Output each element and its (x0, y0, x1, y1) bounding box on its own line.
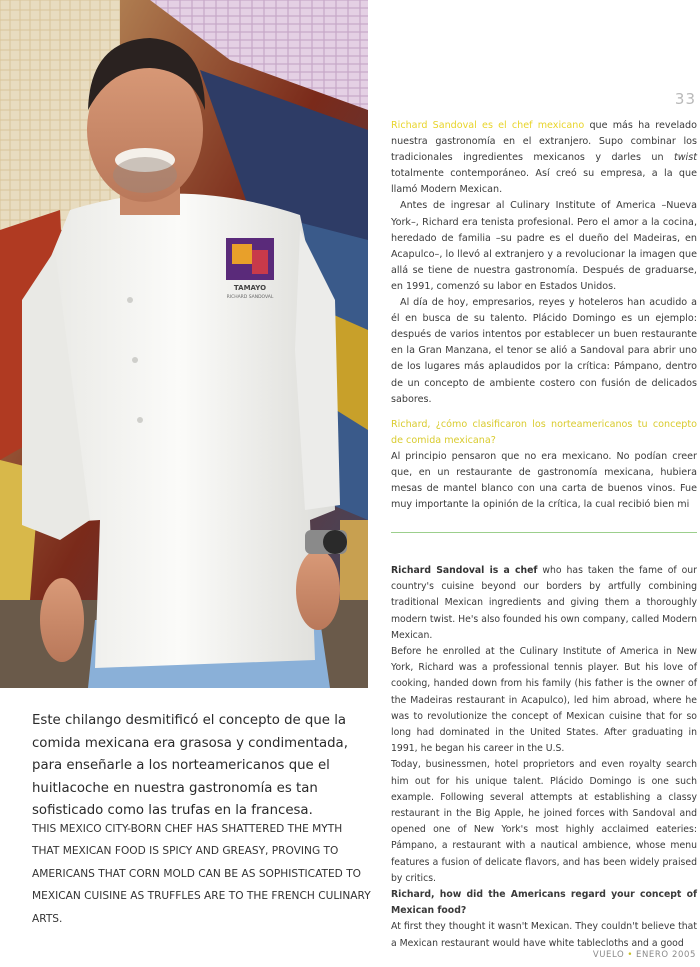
english-lead-bold: Richard Sandoval is a chef (391, 565, 538, 576)
jacket-logo-name: RICHARD SANDOVAL (226, 295, 274, 300)
footer (593, 950, 696, 960)
english-paragraph: Today, businessmen, hotel proprietors and even royalty search him out for his unique talent. Plácido Domingo is one such example. Following several attempts at establishing a classy restaurant in the Big Apple, he joined forces with Sandoval and opened one of New York's most highly acclaimed eateries: Pámpano, a restaurant with a nautical ambience, whose menu features a fusion of delicate flavors, and has been widely praised by critics. (391, 759, 697, 884)
english-answer: At first they thought it wasn't Mexican. They couldn't believe that a Mexican restaurant would have white tablecloths and a good (391, 921, 697, 949)
caption-english: THIS MEXICO CITY-BORN CHEF HAS SHATTERED THE MYTH THAT MEXICAN FOOD IS SPICY AND GREASY, PROVING TO AMERICANS THAT CORN MOLD CAN BE AS SOPHISTICATED TO MEXICAN CUISINE AS TRUFFLES ARE TO THE FRENCH CULINARY ARTS. (32, 823, 371, 925)
spanish-article (391, 118, 697, 513)
english-question: Richard, how did the Americans regard your concept of Mexican food? (391, 889, 697, 917)
english-article (391, 563, 697, 952)
spanish-answer: Al principio pensaron que no era mexicano. No podían creer que, en un restaurante de gastronomía mexicana, hubiera mesas de mantel blanco con una carta de buenos vinos. Fue muy importante la opinión de la crítica, la cual recibió bien mi (391, 450, 697, 511)
chef-photo (0, 0, 368, 688)
chef-portrait-image (0, 0, 368, 688)
footer-magazine: VUELO (592, 950, 625, 960)
caption-spanish: Este chilango desmitificó el concepto de que la comida mexicana era grasosa y condimentada, para enseñarle a los norteamericanos que el huitlacoche en nuestra gastronomía es tan sofisticado como las trufas en la francesa. (32, 713, 348, 818)
page-number: 33 (674, 90, 696, 108)
section-divider (391, 532, 697, 533)
english-paragraph: Before he enrolled at the Culinary Institute of America in New York, Richard was a professional tennis player. But his love of cooking, handed down from his family (his father is the owner of the Madeiras restaurant in Acapulco), led him abroad, where he was to revolutionize the concept of Mexican cuisine that for so long had dominated in the United States. After graduating in 1991, he began his career in the U.S. (391, 646, 697, 755)
spanish-paragraph: Al día de hoy, empresarios, reyes y hoteleros han acudido a él en busca de su talento. Plácido Domingo es un ejemplo: después de varios intentos por establecer un buen restaurante en la Gran Manzana, el tenor se alió a Sandoval para abrir uno de los lugares más aplaudidos por la crítica: Pámpano, dentro de un concepto de ambiente costero con fusión de delicados sabores. (391, 297, 697, 405)
jacket-logo-brand: TAMAYO (233, 284, 267, 292)
footer-separator-icon: • (627, 950, 633, 960)
footer-issue: ENERO 2005 (635, 950, 696, 960)
spanish-paragraph: Antes de ingresar al Culinary Institute of America –Nueva York–, Richard era tenista profesional. Pero el amor a la cocina, heredado de familia –su padre es el dueño del Madeiras, en Acapulco–, lo llevó al extranjero y a revolucionar la imagen que allá se tiene de nuestra gastronomía. Después de graduarse, en 1991, comenzó su labor en Estados Unidos. (391, 200, 697, 292)
english-lead-paragraph: Richard Sandoval is a chef who has taken the fame of our country's cuisine beyond our borders by artfully combining traditional Mexican ingredients and giving them a thoroughly modern twist. He's also founded his own company, called Modern Mexican. (391, 565, 697, 641)
spanish-lead-paragraph: Richard Sandoval es el chef mexicano que más ha revelado nuestra gastronomía en el extranjero. Supo combinar los tradicionales ingredientes mexicanos y darles un twist totalmente contemporáneo. Así creó su empresa, a la que llamó Modern Mexican. (391, 120, 697, 196)
spanish-lead-highlight: Richard Sandoval es el chef mexicano (391, 120, 585, 131)
spanish-question: Richard, ¿cómo clasificaron los norteamericanos tu concepto de comida mexicana? (391, 418, 697, 446)
